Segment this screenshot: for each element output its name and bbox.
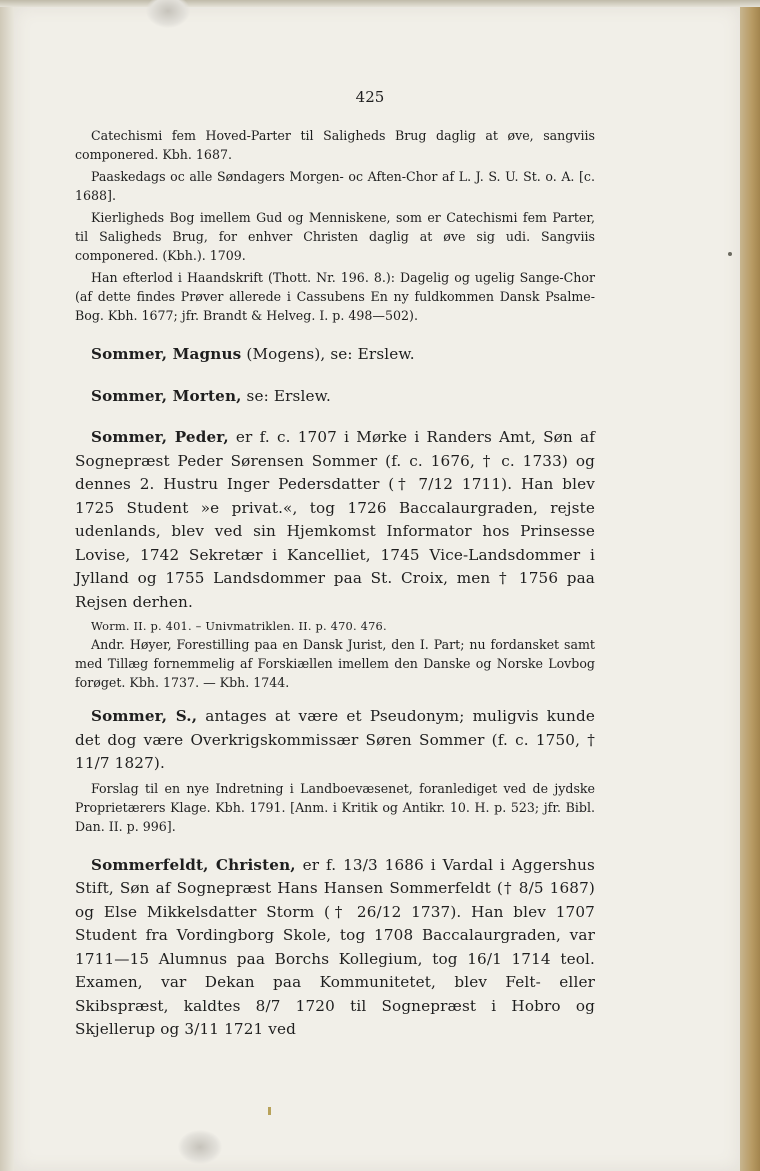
- page-number: 425: [355, 88, 385, 106]
- binding-ring-bottom: [178, 1130, 222, 1164]
- entry-text: er f. c. 1707 i Mørke i Randers Amt, Søn af Sognepræst Peder Sørensen Sommer (f. c. 1676, † c. 1733) og dennes 2. Hustru Inger Pedersdatter († 7/12 1711). Han blev 1725 Student »e privat.«, tog 1726 Baccalaurgraden, rejste udenlands, blev ved sin Hjemkomst Informator hos Prinsesse Lovise, 1742 Sekretær i Kancelliet, 1745 Vice-Landsdommer i Jylland og 1755 Landsdommer paa St. Croix, men † 1756 paa Rejsen derhen.: [75, 428, 595, 611]
- entry-text: Han efterlod i Haandskrift (Thott. Nr. 196. 8.): Dagelig og ugelig Sange-Chor (af dette findes Prøver allerede i Cassubens En ny fuldkommen Dansk Psalme-Bog. Kbh. 1677; jfr. Brandt & Helveg. I. p. 498—502).: [75, 270, 595, 323]
- entry-text: Forslag til en nye Indretning i Landboevæsenet, foranlediget ved de jydske Proprietærers Klage. Kbh. 1791. [Anm. i Kritik og Antikr. 10. H. p. 523; jfr. Bibl. Dan. II. p. 996].: [75, 780, 595, 834]
- entry-paragraph: [75, 385, 595, 409]
- entry-head: Sommer, S.,: [91, 707, 198, 725]
- entry-text: Kierligheds Bog imellem Gud og Menniskene, som er Catechismi fem Parter, til Saligheds Brug, for enhver Christen daglig at øve sig udi. Sangviis componered. (Kbh.). 1709.: [75, 210, 595, 263]
- entry-text: er f. 13/3 1686 i Vardal i Aggershus Stift, Søn af Sognepræst Hans Hansen Sommerfeldt († 8/5 1687) og Else Mikkelsdatter Storm († 26/12 1737). Han blev 1707 Student fra Vordingborg Skole, tog 1708 Baccalaurgraden, var 1711—15 Alumnus paa Borchs Kollegium, tog 16/1 1714 teol. Examen, var Dekan paa Kommunitetet, blev Felt- eller Skibspræst, kaldtes 8/7 1720 til Sognepræst i Hobro og Skjellerup og 3/11 1721 ved: [75, 855, 595, 1038]
- entry-paragraph: [75, 343, 595, 367]
- entry-text: Worm. II. p. 401. – Univmatriklen. II. p. 470. 476.: [91, 619, 387, 633]
- page-edge-right: [740, 0, 760, 1171]
- entry-text: (Mogens), se: Erslew.: [241, 345, 415, 363]
- entry-head: Sommer, Peder,: [91, 428, 229, 446]
- entry-text: Andr. Høyer, Forestilling paa en Dansk Jurist, den I. Part; nu fordansket samt med Tillæg fornemmelig af Forskiællen imellem den Danske og Norske Lovbog forøget. Kbh. 1737. — Kbh. 1744.: [75, 637, 595, 690]
- entry-paragraph: [75, 167, 595, 205]
- entry-text: se: Erslew.: [241, 386, 331, 405]
- entry-paragraph: [75, 705, 595, 776]
- entry-head: Sommerfeldt, Christen,: [91, 855, 296, 874]
- entry-text: antages at være et Pseudonym; muligvis kunde det dog være Overkrigskommissær Søren Sommer (f. c. 1750, † 11/7 1827).: [75, 707, 595, 772]
- margin-mark: [268, 1107, 271, 1115]
- page-text: [75, 126, 595, 1042]
- scan-left-margin: [0, 0, 15, 1171]
- entry-head: Sommer, Morten,: [91, 386, 242, 405]
- entry-text: Catechismi fem Hoved-Parter til Saligheds Brug daglig at øve, sangviis componered. Kbh. 1687.: [75, 128, 595, 162]
- entry-paragraph: [75, 779, 595, 836]
- entry-paragraph: [75, 635, 595, 692]
- margin-dot: [728, 252, 732, 256]
- entry-paragraph: [75, 126, 595, 164]
- entry-paragraph: [75, 854, 595, 1042]
- entry-paragraph: [75, 268, 595, 325]
- entry-paragraph: [75, 426, 595, 614]
- entry-paragraph: [75, 617, 595, 635]
- entry-paragraph: [75, 208, 595, 265]
- scan-top-edge: [0, 0, 760, 7]
- entry-text: Paaskedags oc alle Søndagers Morgen- oc Aften-Chor af L. J. S. U. St. o. A. [c. 1688].: [75, 169, 595, 203]
- entry-head: Sommer, Magnus: [91, 345, 242, 363]
